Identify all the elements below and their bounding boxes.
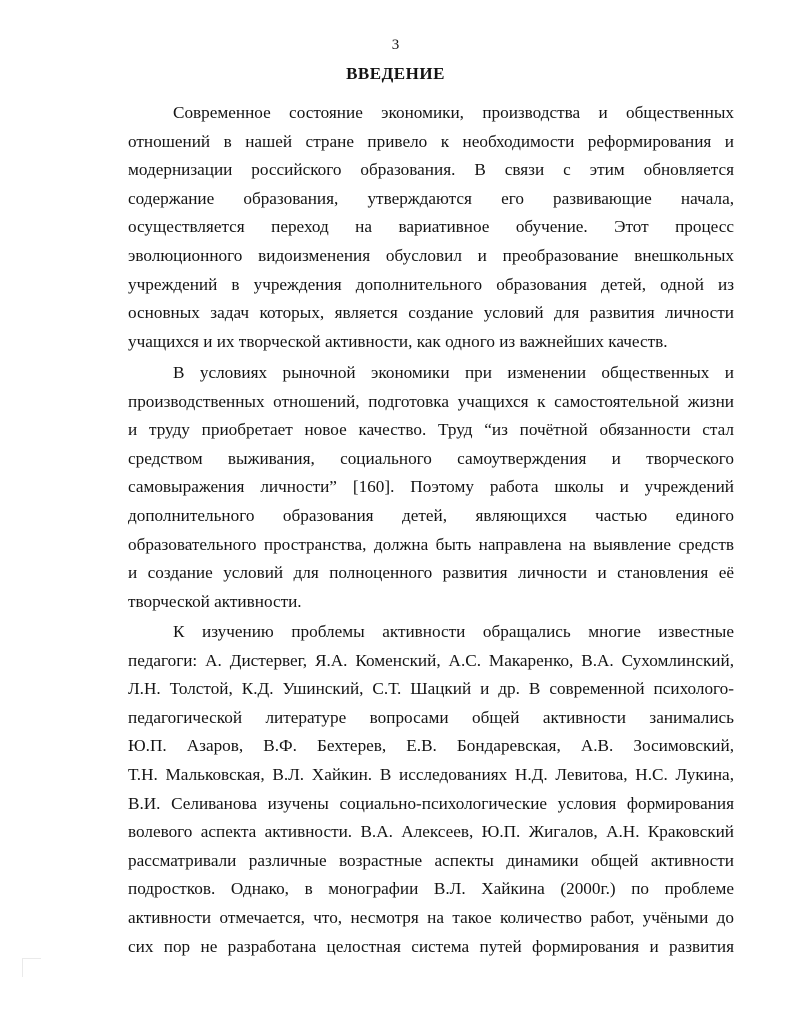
text-line: В условиях рыночной экономики при изменении общественных и — [173, 363, 734, 382]
text-line: творческой активности. — [128, 591, 302, 611]
text-line: К изучению проблемы активности обращались многие известные — [173, 622, 734, 641]
text-line: подростков. Однако, в монографии В.Л. Хайкина (2000г.) по проблеме — [128, 879, 734, 899]
text-line: производственных отношений, подготовка учащихся к самостоятельной жизни — [128, 391, 734, 411]
paragraph-1 — [128, 99, 734, 356]
text-line: модернизации российского образования. В связи с этим обновляется — [128, 160, 734, 180]
text-line: и создание условий для полноценного развития личности и становления её — [128, 563, 734, 583]
text-line: педагогической литературе вопросами общей активности занимались — [128, 707, 734, 727]
text-line: образовательного пространства, должна быть направлена на выявление средств — [128, 534, 734, 554]
text-line: Л.Н. Толстой, К.Д. Ушинский, С.Т. Шацкий и др. В современной психолого- — [128, 679, 734, 699]
text-line: педагоги: А. Дистервег, Я.А. Коменский, А.С. Макаренко, В.А. Сухомлинский, — [128, 650, 734, 670]
text-line: эволюционного видоизменения обусловил и преобразование внешкольных — [128, 245, 734, 265]
paragraph-2 — [128, 359, 734, 616]
text-line: и труду приобретает новое качество. Труд “из почётной обязанности стал — [128, 420, 734, 440]
paragraph-3 — [128, 618, 734, 961]
text-line: рассматривали различные возрастные аспекты динамики общей активности — [128, 850, 734, 870]
text-line: осуществляется переход на вариативное обучение. Этот процесс — [128, 217, 734, 237]
text-line: дополнительного образования детей, являющихся частью единого — [128, 505, 734, 525]
text-line: сих пор не разработана целостная система путей формирования и развития — [128, 936, 734, 956]
text-line: самовыражения личности” [160]. Поэтому работа школы и учреждений — [128, 477, 734, 497]
text-line: отношений в нашей стране привело к необходимости реформирования и — [128, 131, 734, 151]
text-line: Современное состояние экономики, производства и общественных — [173, 103, 734, 122]
page-heading: ВВЕДЕНИЕ — [346, 64, 445, 83]
text-line: учащихся и их творческой активности, как одного из важнейших качеств. — [128, 331, 668, 351]
text-line: Т.Н. Мальковская, В.Л. Хайкин. В исследованиях Н.Д. Левитова, Н.С. Лукина, — [128, 764, 734, 784]
text-line: Ю.П. Азаров, В.Ф. Бехтерев, Е.В. Бондаревская, А.В. Зосимовский, — [128, 736, 734, 756]
scan-corner-mark — [22, 958, 41, 977]
text-line: волевого аспекта активности. В.А. Алексеев, Ю.П. Жигалов, А.Н. Краковский — [128, 822, 734, 842]
text-line: В.И. Селиванова изучены социально-психологические условия формирования — [128, 793, 734, 813]
text-line: средством выживания, социального самоутверждения и творческого — [128, 448, 734, 468]
text-line: основных задач которых, является создание условий для развития личности — [128, 303, 734, 323]
text-line: содержание образования, утверждаются его развивающие начала, — [128, 188, 734, 208]
page-number: 3 — [391, 37, 400, 53]
text-line: активности отмечается, что, несмотря на такое количество работ, учёными до — [128, 907, 734, 927]
text-line: учреждений в учреждения дополнительного образования детей, одной из — [128, 274, 734, 294]
